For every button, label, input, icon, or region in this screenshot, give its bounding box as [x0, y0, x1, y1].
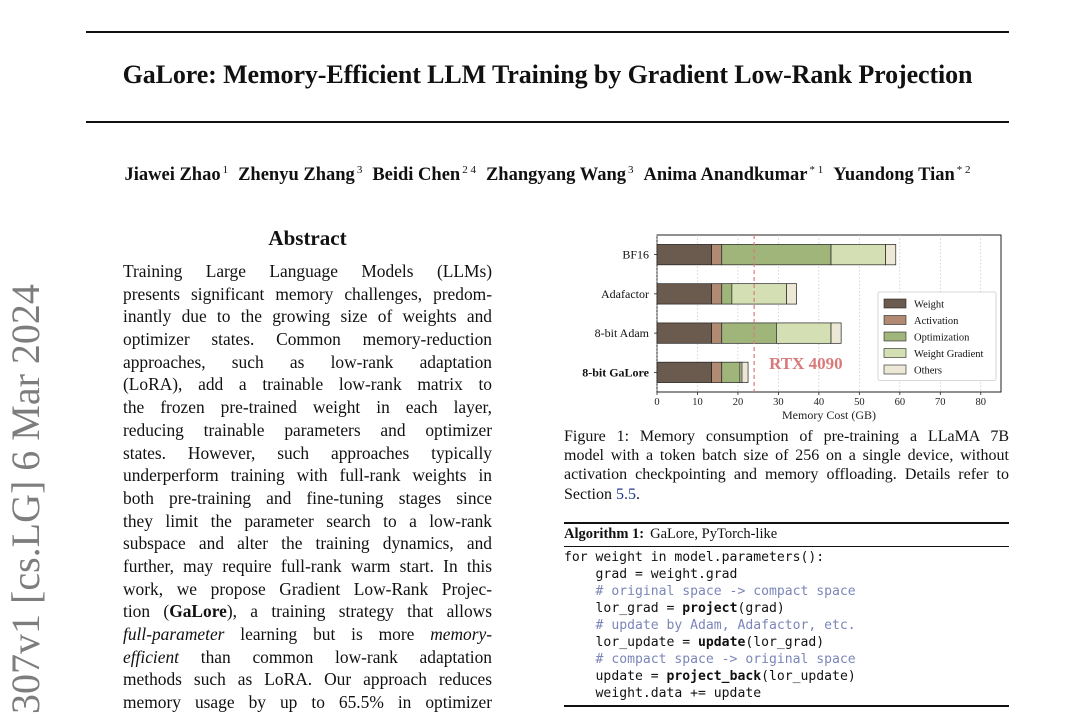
- x-tick-label: 60: [894, 397, 906, 408]
- x-tick-label: 50: [854, 397, 865, 408]
- author-name: Anima Anandkumar $^{* 1}$: [643, 164, 824, 185]
- bar-segment: [776, 323, 831, 343]
- legend-label: Others: [914, 365, 942, 377]
- algorithm-rule-mid: [564, 546, 1009, 547]
- y-tick-label: BF16: [622, 247, 649, 262]
- code-line: # update by Adam, Adafactor, etc.: [595, 618, 856, 633]
- y-tick-label: 8-bit GaLore: [582, 365, 649, 380]
- bar-segment: [787, 284, 797, 304]
- y-tick-label: Adafactor: [601, 286, 649, 301]
- title-rule-top: [86, 31, 1009, 33]
- abstract-line: the frozen pre-trained weight in each layer,: [123, 397, 492, 418]
- paper-title: GaLore: Memory-Efficient LLM Training by Gradient Low-Rank Projection: [122, 60, 973, 89]
- bar-segment: [722, 244, 831, 264]
- legend-swatch: [884, 365, 906, 374]
- author-affiliation: 1: [222, 164, 229, 176]
- code-line: grad = weight.grad: [595, 567, 738, 582]
- legend-swatch: [884, 349, 906, 358]
- bar-segment: [732, 284, 787, 304]
- abstract-line: methods such as LoRA. Our approach reduces: [123, 669, 492, 690]
- abstract-lines-tail: [123, 668, 492, 713]
- bar-segment: [657, 284, 712, 304]
- legend-label: Optimization: [914, 332, 970, 344]
- legend-swatch: [884, 332, 906, 341]
- abstract-line: Training Large Language Models (LLMs): [123, 261, 492, 281]
- algorithm-rule-bottom: [564, 705, 1009, 707]
- section-link[interactable]: 5.5: [616, 485, 636, 503]
- x-tick-label: 10: [692, 397, 703, 408]
- figure-caption-line: Section 5.5.: [564, 485, 640, 503]
- arxiv-stamp: 307v1 [cs.LG] 6 Mar 2024: [3, 284, 48, 714]
- code-line: lor_grad = project(grad): [595, 601, 785, 616]
- abstract-line: they limit the parameter search to a low-rank: [123, 510, 492, 531]
- bar-segment: [722, 284, 732, 304]
- abstract-line: efficient than common low-rank adaptation: [123, 646, 492, 667]
- author-name: Zhangyang Wang $^3$: [485, 164, 634, 185]
- code-line: update = project_back(lor_update): [595, 669, 856, 684]
- abstract-line: inantly due to the growing size of weights and: [123, 306, 492, 327]
- abstract-line: underperform training with full-rank weights in: [123, 465, 492, 486]
- legend-swatch: [884, 316, 906, 325]
- author-affiliation: 3: [627, 164, 634, 176]
- rtx4090-label: RTX 4090: [769, 354, 843, 373]
- figure-caption-line: Figure 1: Memory consumption of pre-training a LLaMA 7B: [564, 428, 1009, 445]
- abstract-lines: [123, 260, 492, 600]
- figure-caption-lines: [564, 427, 1009, 485]
- title-rule-bottom: [86, 121, 1009, 123]
- code-line: lor_update = update(lor_grad): [595, 635, 825, 650]
- y-tick-label: 8-bit Adam: [594, 326, 649, 341]
- bar-segment: [657, 362, 712, 382]
- author-name: Jiawei Zhao $^1$: [124, 164, 229, 185]
- abstract-line: work, we propose Gradient Low-Rank Projec-: [123, 578, 492, 599]
- x-tick-label: 20: [732, 397, 744, 408]
- author-name: Zhenyu Zhang $^3$: [238, 164, 363, 185]
- abstract-line: (LoRA), add a trainable low-rank matrix to: [123, 374, 492, 395]
- author-affiliation: 3: [356, 164, 363, 176]
- code-line: weight.data += update: [595, 686, 762, 701]
- x-tick-label: 70: [935, 397, 946, 408]
- bar-segment: [712, 362, 722, 382]
- bar-segment: [657, 323, 712, 343]
- x-tick-label: 30: [773, 397, 784, 408]
- author-name: Yuandong Tian $^{* 2}$: [833, 164, 971, 185]
- algorithm-label: Algorithm 1:: [564, 526, 645, 542]
- bar-segment: [722, 362, 740, 382]
- bar-segment: [722, 323, 777, 343]
- legend-label: Weight Gradient: [914, 349, 984, 360]
- bar-segment: [742, 362, 748, 382]
- author-affiliation: * 2: [956, 164, 971, 176]
- bar-segment: [712, 244, 722, 264]
- algorithm-code: [564, 549, 856, 702]
- x-tick-label: 40: [813, 397, 825, 408]
- author-affiliation: * 1: [809, 164, 824, 176]
- author-list: [86, 164, 1009, 186]
- abstract-line: states. However, such approaches typically: [123, 442, 492, 463]
- x-axis-label: Memory Cost (GB): [782, 408, 876, 422]
- legend-swatch: [884, 299, 906, 308]
- figure-caption: [564, 427, 1009, 504]
- bar-segment: [831, 244, 886, 264]
- code-line: # compact space -> original space: [595, 652, 856, 667]
- legend-label: Weight: [914, 299, 945, 311]
- code-line: # original space -> compact space: [595, 584, 856, 599]
- x-tick-label: 80: [975, 397, 987, 408]
- author-name: Beidi Chen $^{2 4}$: [372, 164, 476, 185]
- algorithm-caption: [564, 526, 777, 543]
- abstract-heading: Abstract: [268, 226, 347, 250]
- abstract-line: further, may require full-rank warm start. In this: [123, 555, 492, 576]
- abstract-line: memory usage by up to 65.5% in optimizer: [123, 692, 492, 713]
- abstract-line: subspace and alter the training dynamics, and: [123, 533, 492, 554]
- abstract-line: tion (GaLore), a training strategy that allows: [123, 601, 492, 622]
- abstract-line: optimizer states. Common memory-reduction: [123, 329, 492, 350]
- bar-segment: [657, 244, 712, 264]
- abstract-line: reducing trainable parameters and optimizer: [123, 419, 492, 440]
- algorithm-rule-top: [564, 522, 1009, 524]
- abstract-body: [123, 260, 492, 714]
- bar-segment: [886, 244, 896, 264]
- memory-cost-chart: [564, 232, 1009, 422]
- legend-label: Activation: [914, 316, 959, 327]
- abstract-line: full-parameter learning but is more memory-: [123, 624, 492, 644]
- author-affiliation: 2 4: [462, 164, 476, 176]
- abstract-line: approaches, such as low-rank adaptation: [123, 351, 492, 372]
- algorithm-title: GaLore, PyTorch-like: [650, 526, 778, 542]
- code-line: for weight in model.parameters():: [564, 550, 825, 565]
- bar-segment: [712, 284, 722, 304]
- figure-caption-line: model with a token batch size of 256 on a single device, without: [564, 447, 1009, 465]
- bar-segment: [712, 323, 722, 343]
- figure-caption-line: activation checkpointing and memory offloading. Details refer to: [564, 466, 1009, 484]
- x-tick-label: 0: [654, 397, 660, 408]
- abstract-line: presents significant memory challenges, predom-: [123, 283, 492, 304]
- bar-segment: [831, 323, 841, 343]
- abstract-line: both pre-training and fine-tuning stages since: [123, 487, 492, 508]
